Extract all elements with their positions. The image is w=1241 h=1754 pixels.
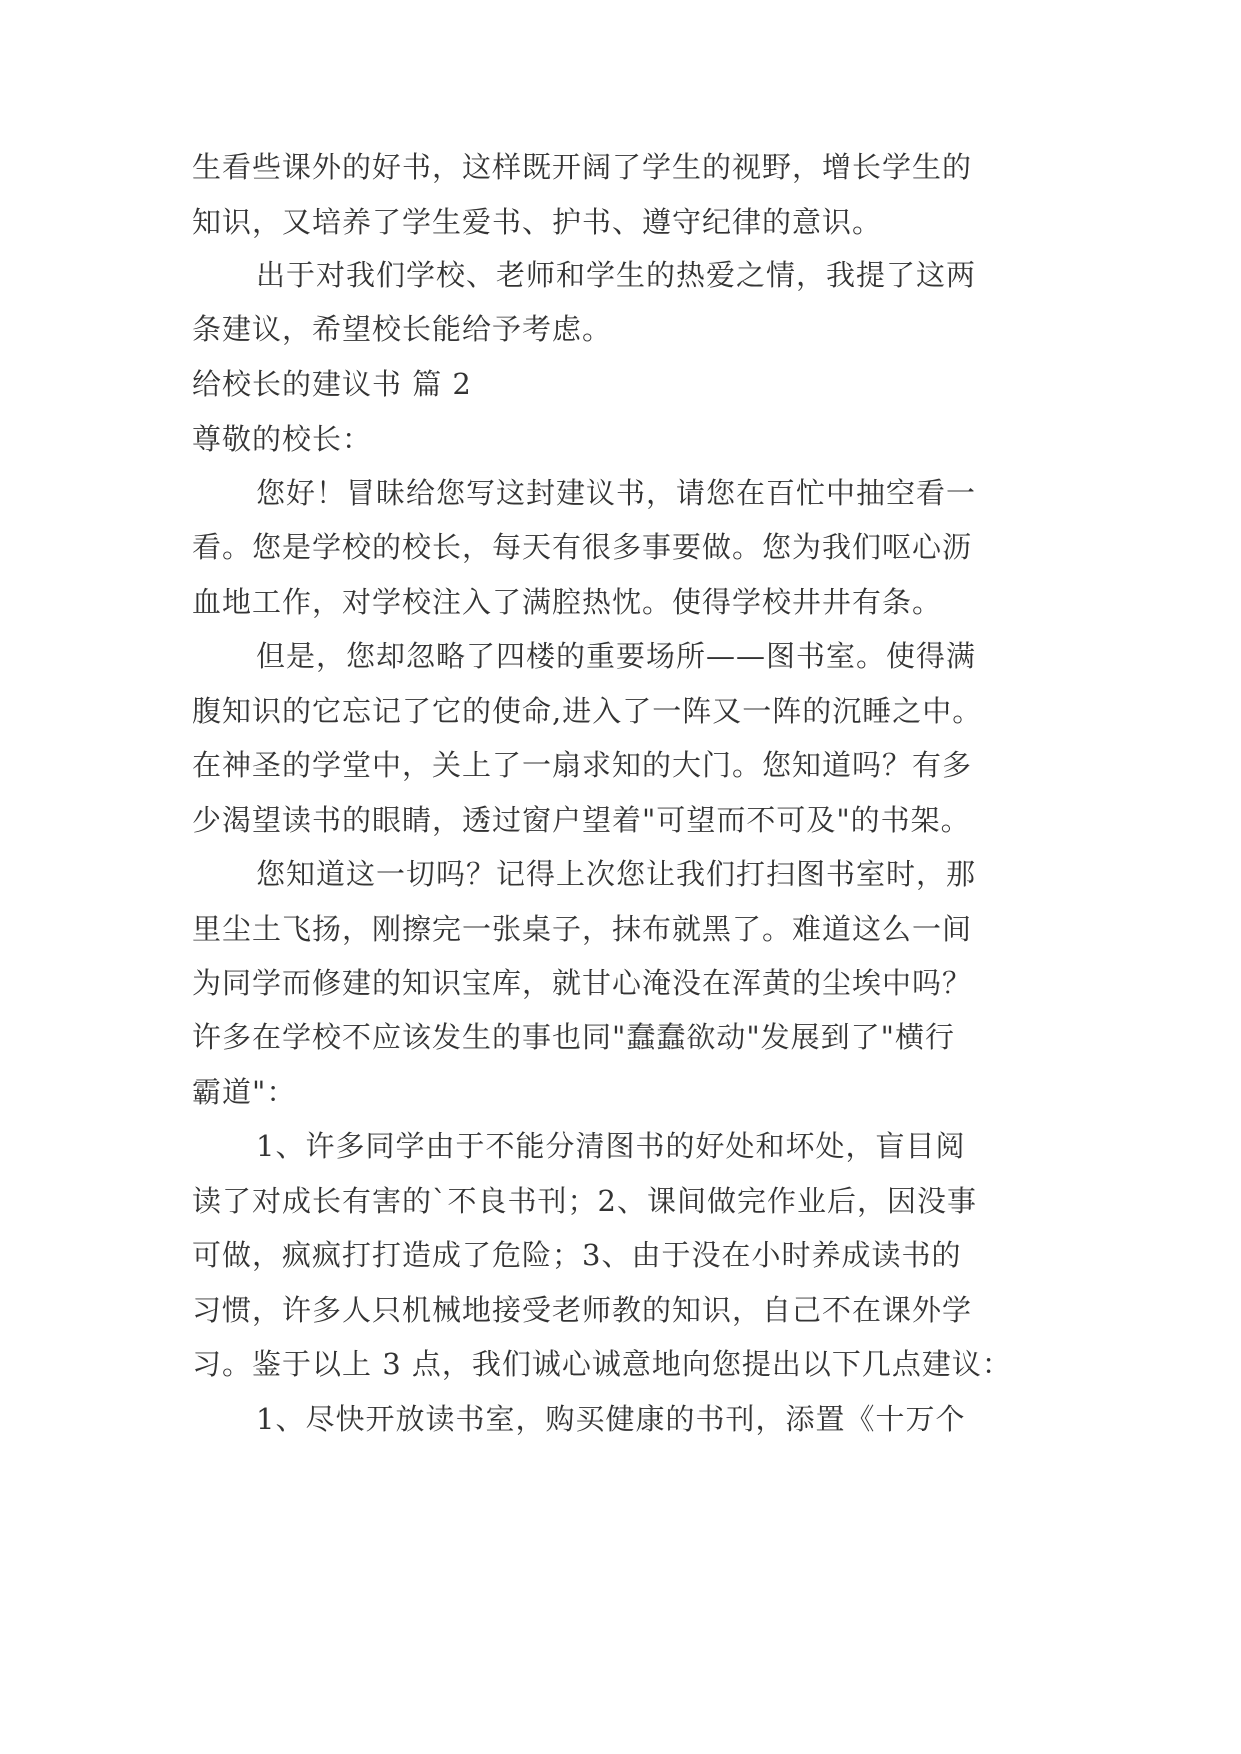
salutation: 尊敬的校长： bbox=[192, 422, 373, 456]
text-line: 习惯，许多人只机械地接受老师教的知识，自己不在课外学 bbox=[192, 1293, 973, 1327]
text-line: 里尘土飞扬，刚擦完一张桌子，抹布就黑了。难道这么一间 bbox=[192, 912, 973, 946]
text-line: 为同学而修建的知识宝库，就甘心淹没在浑黄的尘埃中吗？ bbox=[192, 966, 973, 1000]
text-line: 知识，又培养了学生爱书、护书、遵守纪律的意识。 bbox=[192, 205, 883, 239]
paragraph-start: 出于对我们学校、老师和学生的热爱之情，我提了这两 bbox=[256, 258, 977, 292]
paragraph-start: 您知道这一切吗？记得上次您让我们打扫图书室时，那 bbox=[256, 857, 977, 891]
text-line: 生看些课外的好书，这样既开阔了学生的视野，增长学生的 bbox=[192, 150, 973, 184]
text-line: 霸道"： bbox=[192, 1075, 297, 1109]
text-line: 条建议，希望校长能给予考虑。 bbox=[192, 312, 613, 346]
paragraph-start: 您好！冒昧给您写这封建议书，请您在百忙中抽空看一 bbox=[256, 476, 977, 510]
paragraph-start: 1、许多同学由于不能分清图书的好处和坏处，盲目阅 bbox=[256, 1129, 966, 1163]
text-line: 读了对成长有害的`不良书刊；2、课间做完作业后，因没事 bbox=[192, 1184, 977, 1218]
section-heading: 给校长的建议书 篇 2 bbox=[192, 367, 472, 401]
text-line: 看。您是学校的校长，每天有很多事要做。您为我们呕心沥 bbox=[192, 530, 973, 564]
text-line: 许多在学校不应该发生的事也同"蠢蠢欲动"发展到了"横行 bbox=[192, 1020, 956, 1054]
text-line: 腹知识的它忘记了它的使命,进入了一阵又一阵的沉睡之中。 bbox=[192, 694, 983, 728]
paragraph-start: 1、尽快开放读书室，购买健康的书刊，添置《十万个 bbox=[256, 1402, 966, 1436]
paragraph-start: 但是，您却忽略了四楼的重要场所——图书室。使得满 bbox=[256, 639, 977, 673]
text-line: 少渴望读书的眼睛，透过窗户望着"可望而不可及"的书架。 bbox=[192, 803, 971, 837]
text-line: 习。鉴于以上 3 点，我们诚心诚意地向您提出以下几点建议： bbox=[192, 1347, 1012, 1381]
text-line: 血地工作，对学校注入了满腔热忱。使得学校井井有条。 bbox=[192, 585, 943, 619]
text-line: 在神圣的学堂中，关上了一扇求知的大门。您知道吗？有多 bbox=[192, 748, 973, 782]
text-line: 可做，疯疯打打造成了危险；3、由于没在小时养成读书的 bbox=[192, 1238, 962, 1272]
